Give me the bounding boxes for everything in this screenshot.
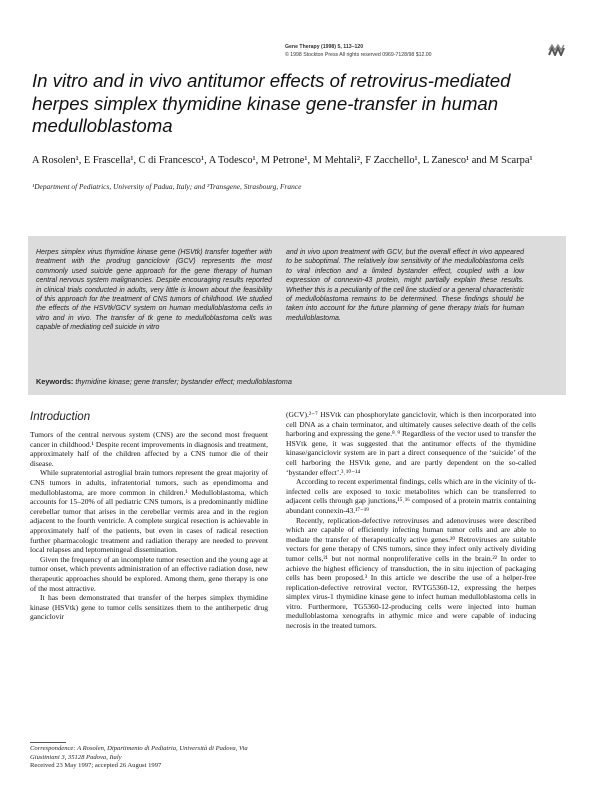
paragraph: Tumors of the central nervous system (CNS) are the second most frequent cancer in childhood.¹ Despite recent improvements in diagnosis and treatment, approximately half of the children affected by a CNS tumor die of their disease. [30,430,268,468]
article-title: In vitro and in vivo antitumor effects of retrovirus-mediated herpes simplex thymidine kinase gene-transfer in human medulloblastoma [32,70,511,136]
body-right-column [286,410,536,631]
paragraph: According to recent experimental findings, cells which are in the vicinity of tk-infected cells are exposed to toxic metabolites which can be transferred to adjacent cells through gap junctions,¹⁵˒¹⁶ composed of a protein matrix containing abundant connexin-43.¹⁷⁻¹⁹ [286,477,536,515]
copyright-line: © 1998 Stockton Press All rights reserved 0969-7128/98 $12.00 [285,51,432,58]
keywords-line [36,377,556,386]
paragraph: While supratentorial astroglial brain tumors represent the great majority of CNS tumors in adults, infratentorial tumors, such as ependimoma and medulloblastoma, are more common in children.¹ Medulloblastoma, which accounts for 15–20% of all pediatric CNS tumors, is a predominantly midline cerebellar tumor that arises in the cerebellar vermis area and in the region adjacent to the fourth ventricle. A complete surgical resection is achievable in approximately half of the patients, but even in cases of radical resection further pharmacologic treatment and radiation therapy are needed to prevent local relapses and leptomeningeal dissemination. [30,468,268,555]
affiliations: ¹Department of Pediatrics, University of Padua, Italy; and ²Transgene, Strasbourg, France [32,182,302,191]
paragraph: It has been demonstrated that transfer of the herpes simplex thymidine kinase (HSVtk) gene to tumor cells sensitizes them to the antiherpetic drug ganciclovir [30,593,268,622]
stockton-press-logo-icon [548,44,566,56]
paragraph: (GCV).²⁻⁷ HSVtk can phosphorylate ganciclovir, which is then incorporated into cell DNA as a chain terminator, and ultimately causes selective death of the cells harboring and expressing the gene.⁸˒⁹ Regardless of the vector used to transfer the HSVtk gene, it was suggested that the antitumor effects of the thymidine kinase/ganciclovir system are in part a direct consequence of the ‘suicide’ of the cell harboring the HSVtk gene, and are partly dependent on the so-called ‘bystander effect’.³˒¹⁰⁻¹⁴ [286,410,536,477]
correspondence-note: Correspondence: A Rosolen, Dipartimento di Pediatria, Università di Padova, Via Giustiniani 3, 35128 Padova, Italy [30,745,248,761]
journal-citation: Gene Therapy (1998) 5, 113–120 [285,44,364,50]
paragraph: Recently, replication-defective retroviruses and adenoviruses were described which are capable of efficiently infecting human tumor cells and are able to mediate the transfer of therapeutically active genes.²⁰ Retroviruses are suitable vectors for gene therapy of CNS tumors, since they infect only actively dividing tumor cells,²¹ but not normal nonproliferative cells in the brain.²² In order to achieve the highest efficiency of transduction, the in situ injection of packaging cells has been proposed.³ In this article we describe the use of a helper-free replication-defective retroviral vector, RVTG5360-12, expressing the herpes simplex virus-1 thymidine kinase gene to infect human medulloblastoma cells in vitro. Furthermore, TG5360-12-producing cells were injected into human medulloblastoma xenografts in athymic mice and were capable of inducing necrosis in the treated tumors. [286,515,536,631]
body-left-column [30,430,268,622]
abstract-box [28,236,566,395]
section-heading-introduction: Introduction [30,411,91,423]
paragraph: Given the frequency of an incomplete tumor resection and the young age at tumor onset, which prevents administration of an effective radiation dose, new therapeutic approaches should be explored. Among them, gene therapy is one of the most attractive. [30,554,268,593]
abstract-right-column: and in vivo upon treatment with GCV, but the overall effect in vivo appeared to be suboptimal. The relatively low sensitivity of the medulloblastoma cells to viral infection and a limited bystander effect, coupled with a low expression of connexin-43 protein, might partially explain these results. Whether this is a peculiarity of the cell line studied or a general characteristic of medulloblastoma remains to be determined. These findings should be taken into account for the future planning of gene therapy trials for human medulloblastoma. [286,249,524,322]
abstract-left-column: Herpes simplex virus thymidine kinase gene (HSVtk) transfer together with treatment with the prodrug ganciclovir (GCV) represents the most commonly used suicide gene approach for the gene therapy of human central nervous system malignancies. Despite encouraging results reported in clinical trials conducted in adults, very little is known about the feasibility of this approach for the treatment of CNS tumors of childhood. We studied the effects of the HSVtk/GCV system on human medulloblastoma cells in vitro and in vivo. The transfer of tk gene to medulloblastoma cells was capable of mediating cell suicide in vitro [36,249,272,332]
journal-header [285,44,535,59]
keywords-label: Keywords: [36,377,74,386]
footnote [30,745,270,771]
keywords-value: thymidine kinase; gene transfer; bystander effect; medulloblastoma [75,377,292,386]
received-dates: Received 23 May 1997; accepted 26 August 1997 [30,762,162,770]
footnote-divider [30,742,66,743]
author-list: A Rosolen¹, E Frascella¹, C di Francesco¹, A Todesco¹, M Petrone¹, M Mehtali², F Zacchello¹, L Zanesco¹ and M Scarpa¹ [32,155,533,166]
